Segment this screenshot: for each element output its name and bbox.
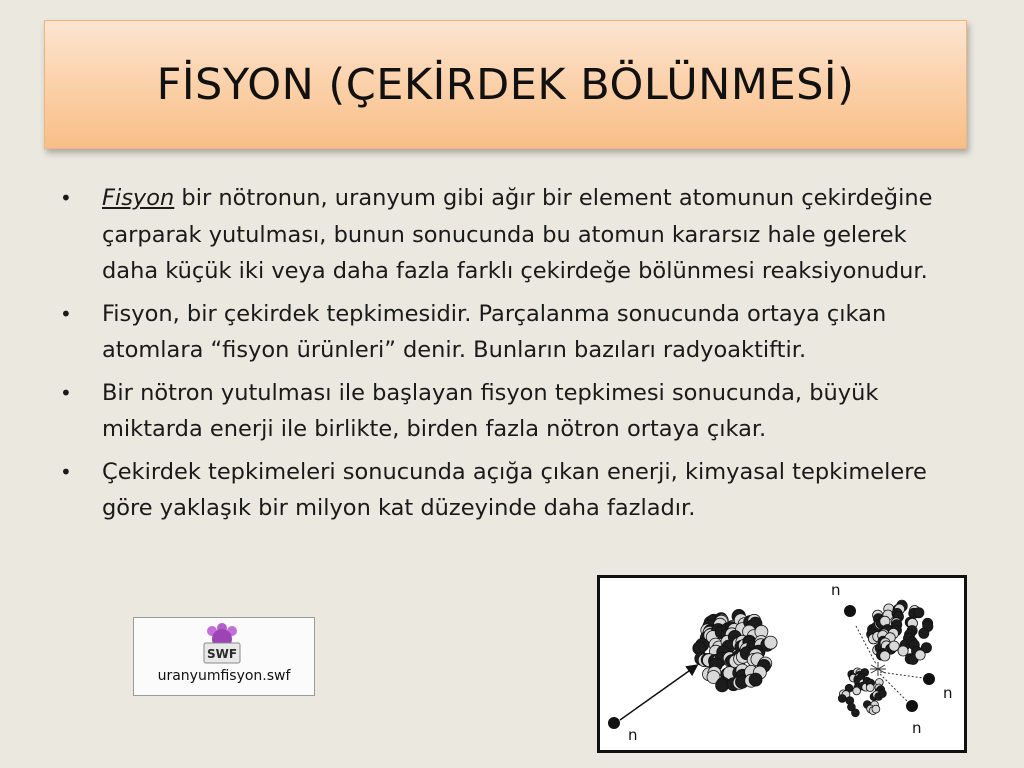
bullet-text: Bir nötron yutulması ile başlayan fisyon tepkimesi sonucunda, büyük miktarda enerji ile birlikte, birden fazla nötron ortaya çıkar. xyxy=(102,379,879,442)
fission-fragment-bottom xyxy=(838,668,886,717)
neutron-label-top: n xyxy=(831,581,841,599)
bullet-text: bir nötronun, uranyum gibi ağır bir element atomunun çekirdeğine çarparak yutulması, bunun sonucunda bu atomun kararsız hale gelerek daha küçük iki veya daha fazla farklı çekirdeğe bölünmesi reaksiyonudur. xyxy=(102,185,933,284)
fission-illustration xyxy=(597,575,967,753)
neutron-label-incoming: n xyxy=(628,726,638,744)
bullet-text: Çekirdek tepkimeleri sonucunda açığa çıkan enerji, kimyasal tepkimelere göre yaklaşık bir milyon kat düzeyinde daha fazladır. xyxy=(102,458,927,521)
swf-file-embed[interactable] xyxy=(133,617,315,696)
bullet-text: Fisyon, bir çekirdek tepkimesidir. Parçalanma sonucunda ortaya çıkan atomlara “fisyon ürünleri” denir. Bunların bazıları radyoaktiftir. xyxy=(102,300,887,363)
bullet-dot: • xyxy=(60,186,72,210)
neutron-label-bottom: n xyxy=(912,719,922,737)
emitted-neutron-bottom xyxy=(906,700,918,712)
fission-fragment-top xyxy=(867,600,933,664)
fission-diagram xyxy=(600,578,964,750)
term-fisyon: Fisyon xyxy=(102,185,175,211)
neutron-label-right: n xyxy=(943,684,953,702)
uranium-nucleus xyxy=(693,609,777,692)
slide-title: FİSYON (ÇEKİRDEK BÖLÜNMESİ) xyxy=(156,59,855,110)
bullet-item xyxy=(60,180,965,290)
swf-filename: uranyumfisyon.swf xyxy=(157,668,291,684)
bullet-dot: • xyxy=(60,380,72,405)
emitted-neutron-right xyxy=(923,673,935,685)
bullet-list xyxy=(60,180,965,533)
bullet-dot: • xyxy=(60,459,72,484)
swf-icon-label: SWF xyxy=(206,647,238,661)
emitted-neutron-top xyxy=(844,605,856,617)
swf-file-icon xyxy=(197,621,247,667)
incoming-neutron xyxy=(608,717,620,729)
bullet-item xyxy=(60,375,965,448)
bullet-item xyxy=(60,296,965,369)
title-banner xyxy=(44,20,967,149)
incoming-neutron-arrow xyxy=(620,666,696,720)
bullet-dot: • xyxy=(60,301,72,326)
bullet-item xyxy=(60,454,965,527)
